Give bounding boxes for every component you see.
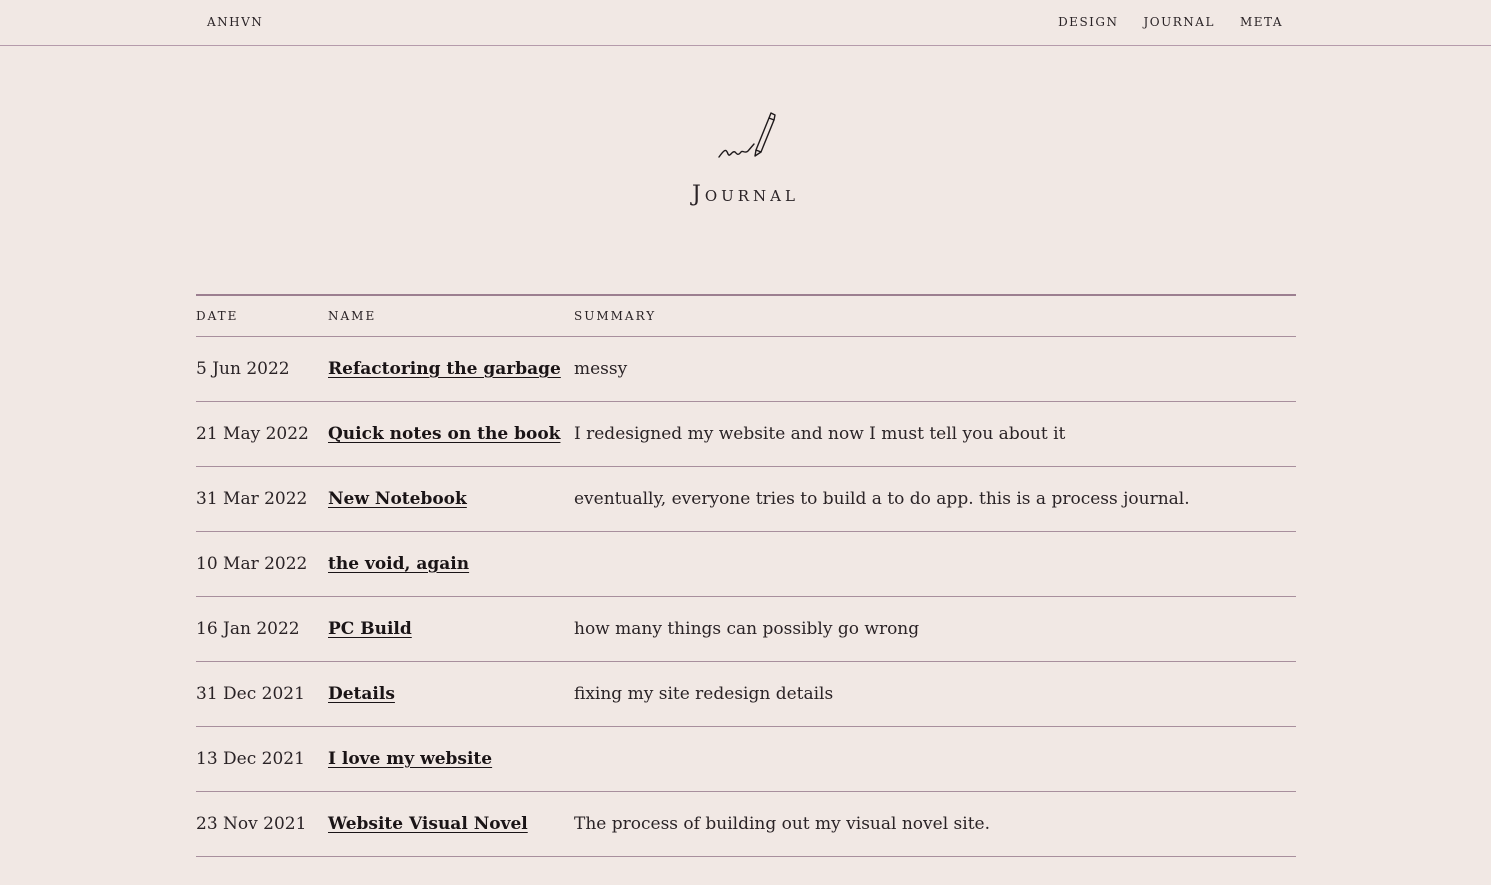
table-row bbox=[196, 727, 1296, 792]
page-title: Journal bbox=[692, 182, 799, 207]
journal-table bbox=[196, 294, 1296, 857]
entry-summary: messy bbox=[574, 359, 628, 379]
table-row bbox=[196, 467, 1296, 532]
column-header-date: DATE bbox=[196, 309, 239, 323]
entry-link[interactable]: I love my website bbox=[328, 749, 493, 769]
table-row bbox=[196, 662, 1296, 727]
main-nav bbox=[1058, 15, 1283, 29]
entry-date: 31 Mar 2022 bbox=[196, 489, 308, 509]
entry-date: 16 Jan 2022 bbox=[196, 619, 300, 639]
table-row bbox=[196, 792, 1296, 857]
top-nav-bar bbox=[0, 0, 1491, 46]
entry-link[interactable]: Refactoring the garbage bbox=[328, 359, 561, 379]
entry-summary: eventually, everyone tries to build a to do app. this is a process journal. bbox=[574, 489, 1190, 509]
pen-signature-icon bbox=[716, 110, 778, 162]
entry-link[interactable]: New Notebook bbox=[328, 489, 467, 509]
entry-link[interactable]: Quick notes on the book bbox=[328, 424, 561, 444]
column-header-name: NAME bbox=[328, 309, 377, 323]
table-row bbox=[196, 532, 1296, 597]
entry-link[interactable]: Details bbox=[328, 684, 395, 704]
entry-link[interactable]: Website Visual Novel bbox=[328, 814, 528, 834]
table-row bbox=[196, 337, 1296, 402]
brand-link[interactable]: ANHVN bbox=[207, 15, 264, 29]
table-row bbox=[196, 597, 1296, 662]
entry-date: 5 Jun 2022 bbox=[196, 359, 290, 379]
nav-journal-link[interactable]: JOURNAL bbox=[1143, 15, 1215, 29]
entry-summary: fixing my site redesign details bbox=[574, 684, 834, 704]
entry-date: 10 Mar 2022 bbox=[196, 554, 308, 574]
entry-link[interactable]: PC Build bbox=[328, 619, 412, 639]
nav-meta-link[interactable]: META bbox=[1239, 15, 1283, 29]
entry-date: 21 May 2022 bbox=[196, 424, 309, 444]
entry-date: 31 Dec 2021 bbox=[196, 684, 305, 704]
entry-summary: I redesigned my website and now I must tell you about it bbox=[574, 424, 1066, 444]
entry-date: 23 Nov 2021 bbox=[196, 814, 307, 834]
entry-date: 13 Dec 2021 bbox=[196, 749, 305, 769]
entry-summary: how many things can possibly go wrong bbox=[574, 619, 920, 639]
column-header-summary: SUMMARY bbox=[574, 309, 657, 323]
entry-link[interactable]: the void, again bbox=[328, 554, 470, 574]
nav-design-link[interactable]: DESIGN bbox=[1058, 15, 1119, 29]
entry-summary: The process of building out my visual novel site. bbox=[574, 814, 991, 834]
table-header bbox=[196, 296, 1296, 337]
table-row bbox=[196, 402, 1296, 467]
